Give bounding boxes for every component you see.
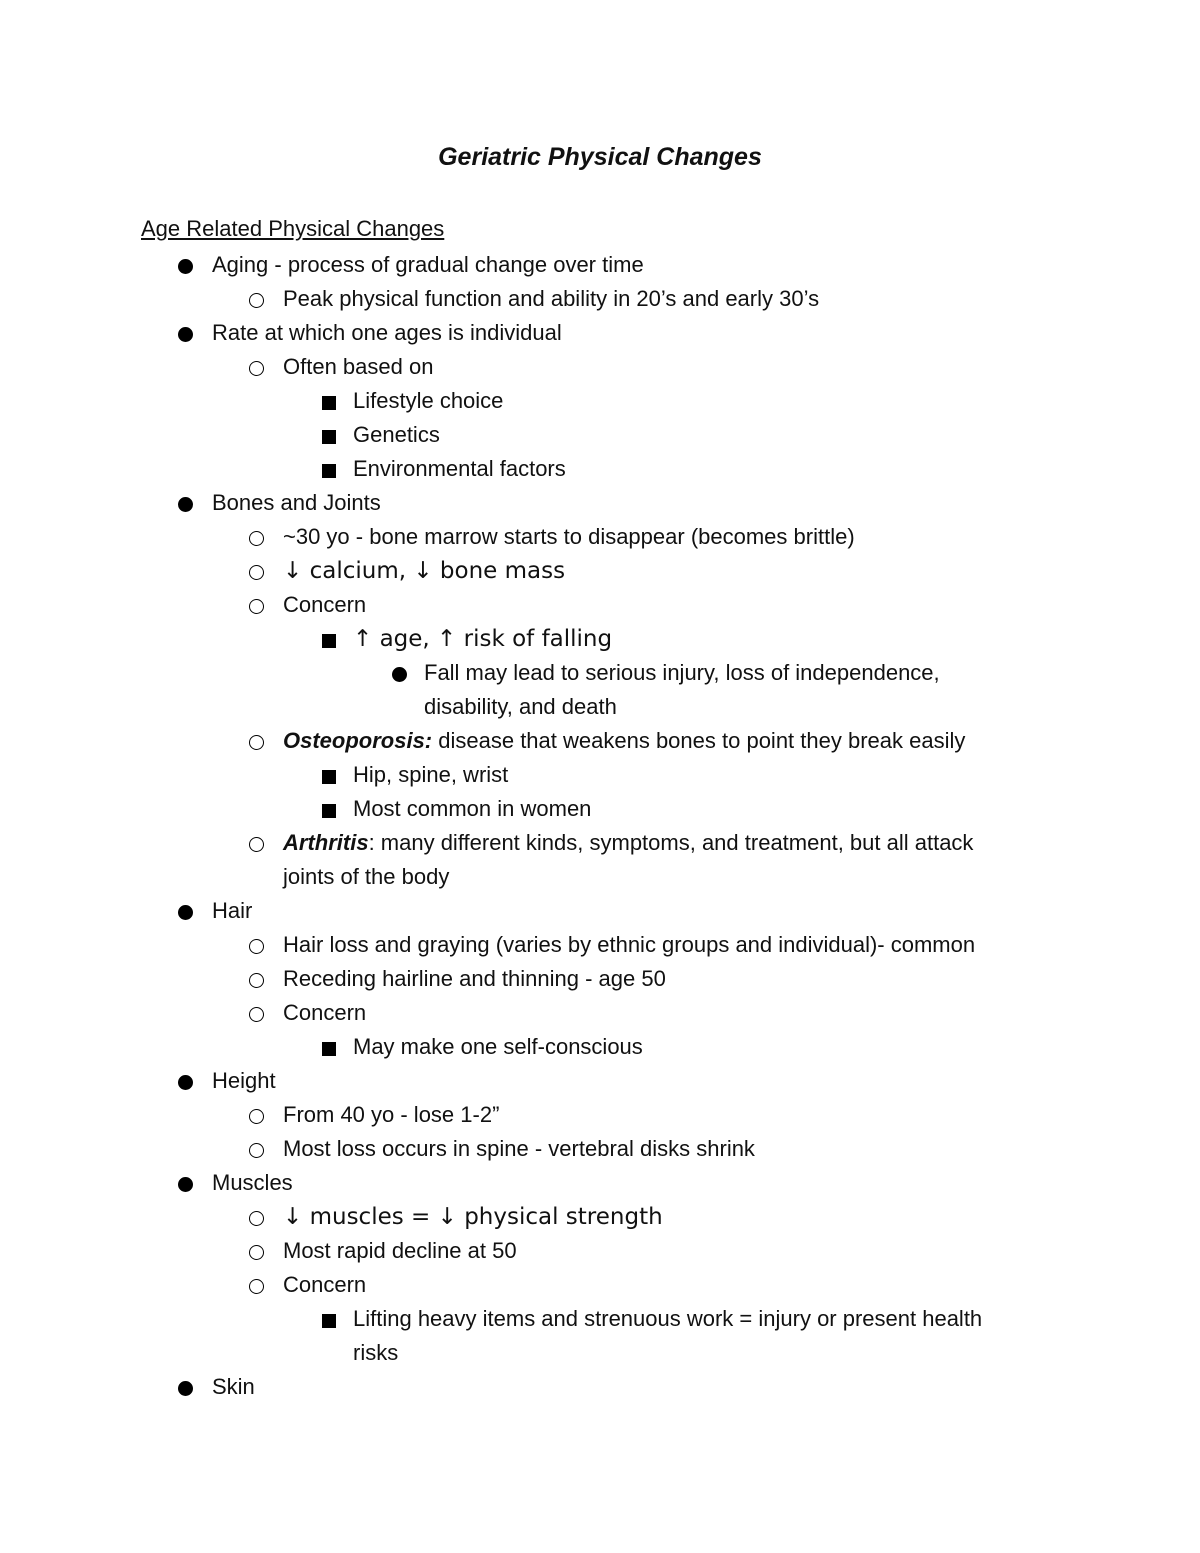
list-item: ~30 yo - bone marrow starts to disappear (becomes brittle): [0, 522, 1200, 556]
list-item: Arthritis: many different kinds, symptoms, and treatment, but all attack: [0, 828, 1200, 862]
list-item-continuation: joints of the body: [283, 864, 450, 889]
filled-circle-bullet-icon: [178, 327, 193, 342]
list-item: Concern: [0, 590, 1200, 624]
hollow-circle-bullet-icon: [249, 293, 264, 308]
list-item: Lifestyle choice: [0, 386, 1200, 420]
list-item: Most common in women: [0, 794, 1200, 828]
list-item: Osteoporosis: disease that weakens bones to point they break easily: [0, 726, 1200, 760]
filled-circle-bullet-icon: [178, 259, 193, 274]
term-osteoporosis: Osteoporosis:: [283, 728, 433, 753]
list-item: Aging - process of gradual change over time: [0, 250, 1200, 284]
hollow-circle-bullet-icon: [249, 531, 264, 546]
hollow-circle-bullet-icon: [249, 1279, 264, 1294]
hollow-circle-bullet-icon: [249, 973, 264, 988]
list-item: Peak physical function and ability in 20’s and early 30’s: [0, 284, 1200, 318]
list-item: Height: [0, 1066, 1200, 1100]
hollow-circle-bullet-icon: [249, 1245, 264, 1260]
list-item: Fall may lead to serious injury, loss of independence,: [0, 658, 1200, 692]
list-item: Receding hairline and thinning - age 50: [0, 964, 1200, 998]
hollow-circle-bullet-icon: [249, 1007, 264, 1022]
filled-circle-bullet-icon: [392, 667, 407, 682]
list-item: Hair: [0, 896, 1200, 930]
list-item: Environmental factors: [0, 454, 1200, 488]
filled-circle-bullet-icon: [178, 1177, 193, 1192]
list-item: Often based on: [0, 352, 1200, 386]
list-item: Concern: [0, 1270, 1200, 1304]
list-item: May make one self-conscious: [0, 1032, 1200, 1066]
list-item: ↓ calcium, ↓ bone mass: [0, 556, 1200, 590]
hollow-circle-bullet-icon: [249, 565, 264, 580]
term-arthritis: Arthritis: [283, 830, 369, 855]
list-item-continuation: risks: [353, 1340, 399, 1365]
list-item: Bones and Joints: [0, 488, 1200, 522]
hollow-circle-bullet-icon: [249, 599, 264, 614]
hollow-circle-bullet-icon: [249, 1211, 264, 1226]
hollow-circle-bullet-icon: [249, 1143, 264, 1158]
list-item: From 40 yo - lose 1-2”: [0, 1100, 1200, 1134]
square-bullet-icon: [322, 464, 336, 478]
hollow-circle-bullet-icon: [249, 735, 264, 750]
square-bullet-icon: [322, 770, 336, 784]
list-item: Hip, spine, wrist: [0, 760, 1200, 794]
list-item: Most rapid decline at 50: [0, 1236, 1200, 1270]
list-item: Rate at which one ages is individual: [0, 318, 1200, 352]
list-item: ↑ age, ↑ risk of falling: [0, 624, 1200, 658]
list-item: Concern: [0, 998, 1200, 1032]
list-item-continuation: disability, and death: [424, 694, 617, 719]
list-item: Skin: [0, 1372, 1200, 1406]
hollow-circle-bullet-icon: [249, 361, 264, 376]
list-item: Lifting heavy items and strenuous work = injury or present health: [0, 1304, 1200, 1338]
section-heading: Age Related Physical Changes: [141, 216, 445, 241]
list-item: ↓ muscles = ↓ physical strength: [0, 1202, 1200, 1236]
hollow-circle-bullet-icon: [249, 939, 264, 954]
list-item: Muscles: [0, 1168, 1200, 1202]
list-item: Most loss occurs in spine - vertebral disks shrink: [0, 1134, 1200, 1168]
hollow-circle-bullet-icon: [249, 837, 264, 852]
hollow-circle-bullet-icon: [249, 1109, 264, 1124]
filled-circle-bullet-icon: [178, 497, 193, 512]
square-bullet-icon: [322, 1042, 336, 1056]
list-item: Hair loss and graying (varies by ethnic groups and individual)- common: [0, 930, 1200, 964]
filled-circle-bullet-icon: [178, 905, 193, 920]
square-bullet-icon: [322, 804, 336, 818]
outline-list: [0, 250, 1200, 1406]
filled-circle-bullet-icon: [178, 1381, 193, 1396]
square-bullet-icon: [322, 396, 336, 410]
list-item: Genetics: [0, 420, 1200, 454]
document-title: Geriatric Physical Changes: [438, 143, 762, 171]
square-bullet-icon: [322, 634, 336, 648]
filled-circle-bullet-icon: [178, 1075, 193, 1090]
square-bullet-icon: [322, 430, 336, 444]
square-bullet-icon: [322, 1314, 336, 1328]
